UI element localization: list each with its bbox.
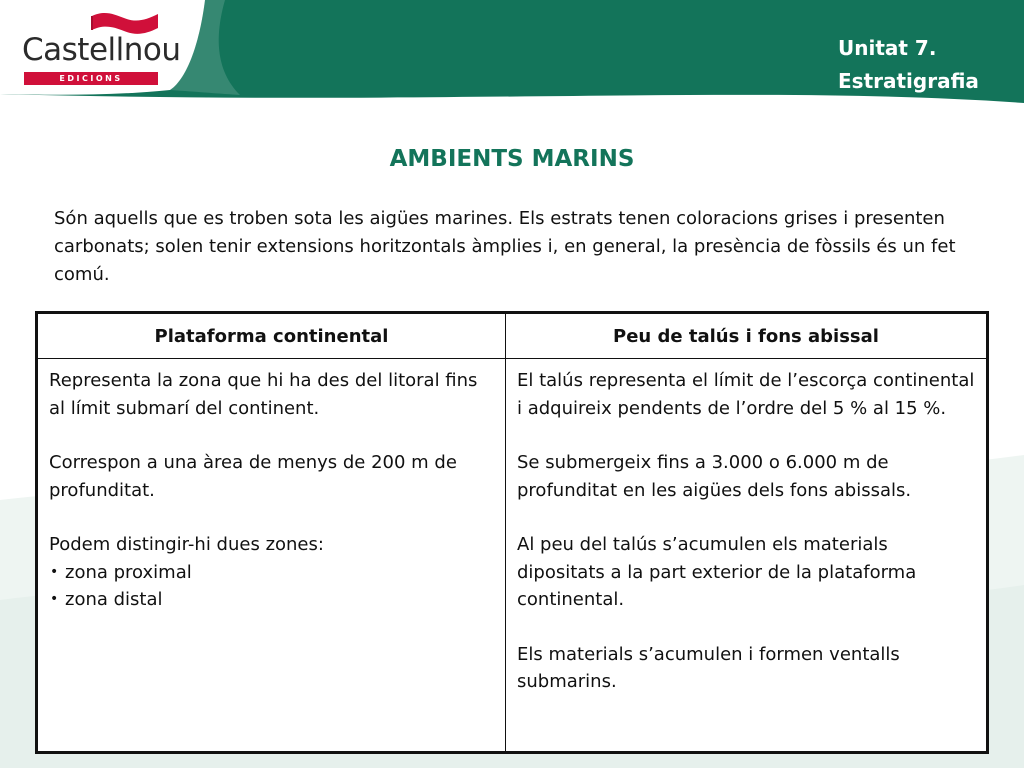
- plataforma-paragraph-3: Podem distingir-hi dues zones:: [49, 534, 324, 555]
- header-plataforma: Plataforma continental: [37, 313, 506, 359]
- unit-number: Unitat 7.: [838, 36, 937, 60]
- talus-paragraph-3: Al peu del talús s’acumulen els materials dipositats a la part exterior de la plataforma continental.: [517, 534, 917, 610]
- intro-paragraph: Són aquells que es troben sota les aigües marines. Els estrats tenen coloracions grises i presenten carbonats; solen tenir extensions horitzontals àmplies i, en general, la presència de fòssils és un fet comú.: [54, 208, 956, 285]
- talus-paragraph-1: El talús representa el límit de l’escorça continental i adquireix pendents de l’ordre del 5 % al 15 %.: [517, 370, 975, 419]
- slide-header: [0, 0, 1024, 110]
- logo-band: EDICIONS: [24, 72, 158, 85]
- comparison-table: [35, 311, 989, 754]
- cell-plataforma: [37, 359, 506, 753]
- cell-peu-talus: [506, 359, 988, 753]
- list-item: [49, 559, 495, 587]
- unit-topic: Estratigrafia: [838, 69, 979, 93]
- comparison-table-wrapper: [35, 311, 989, 754]
- zone-proximal: zona proximal: [65, 561, 192, 583]
- table-row: [37, 359, 988, 753]
- table-header-row: [37, 313, 988, 359]
- bullet-icon: •: [50, 563, 59, 580]
- unit-title: [838, 32, 979, 98]
- list-item: [49, 586, 495, 614]
- publisher-logo: [22, 10, 181, 83]
- header-peu-talus: Peu de talús i fons abissal: [506, 313, 988, 359]
- logo-wordmark: Castellnou: [22, 32, 181, 68]
- talus-paragraph-4: Els materials s’acumulen i formen ventalls submarins.: [517, 643, 900, 692]
- bullet-icon: •: [50, 591, 59, 607]
- zone-distal: zona distal: [65, 589, 163, 610]
- zones-list: [49, 559, 495, 614]
- plataforma-paragraph-2: Correspon a una àrea de menys de 200 m de profunditat.: [49, 452, 457, 501]
- plataforma-paragraph-1: Representa la zona que hi ha des del litoral fins al límit submarí del continent.: [49, 370, 478, 419]
- talus-paragraph-2: Se submergeix fins a 3.000 o 6.000 m de profunditat en les aigües dels fons abissals.: [517, 452, 912, 501]
- slide-title: AMBIENTS MARINS: [389, 146, 635, 172]
